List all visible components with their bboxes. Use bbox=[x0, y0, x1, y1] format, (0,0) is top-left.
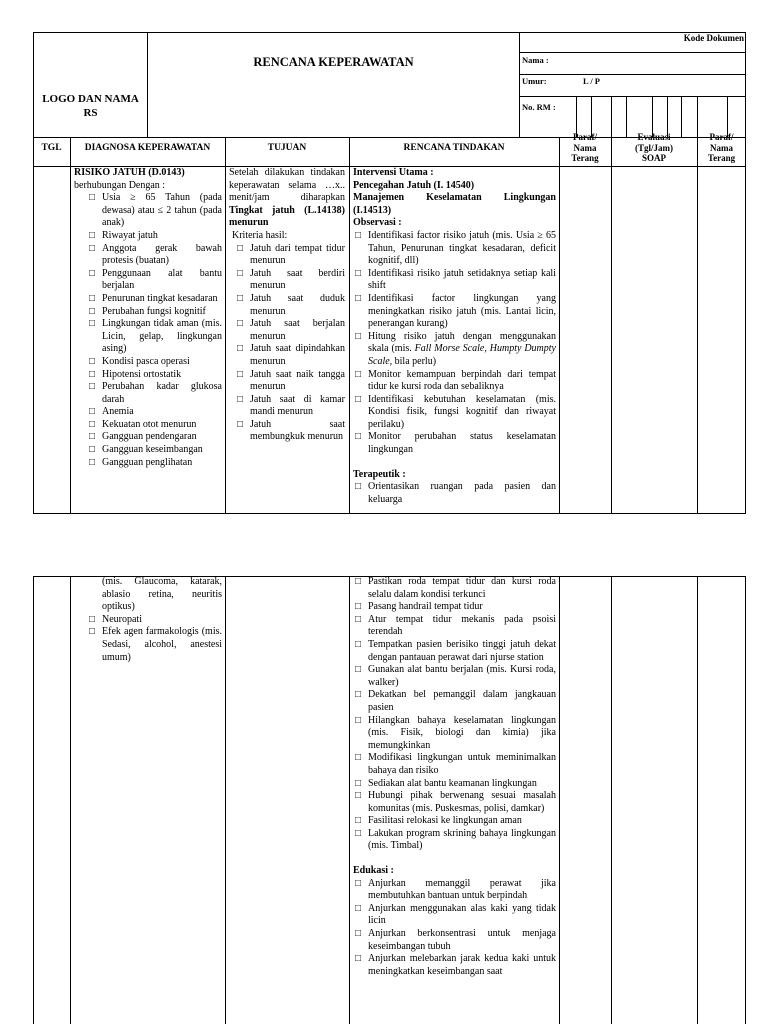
list-item bbox=[353, 928, 556, 953]
list-item-text: Lakukan program skrining bahaya lingkungan (mis. Timbal) bbox=[368, 827, 556, 852]
list-item-text: Anggota gerak bawah protesis (buatan) bbox=[102, 242, 222, 267]
header-line: SOAP bbox=[641, 153, 666, 163]
list-item bbox=[87, 306, 222, 319]
kode-dokumen-label: Kode Dokumen bbox=[683, 33, 744, 43]
header-line: Paraf/ bbox=[709, 132, 734, 142]
checkbox-icon[interactable]: □ bbox=[355, 902, 362, 914]
list-item-text: Anjurkan melebarkan jarak kedua kaki untuk meningkatkan keseimbangan saat bbox=[368, 953, 556, 977]
logo-text-line2: RS bbox=[83, 107, 98, 119]
col-divider bbox=[70, 137, 71, 514]
header-line: Terang bbox=[707, 153, 736, 163]
gender-label: L / P bbox=[583, 76, 601, 86]
scale-names: Fall Morse Scale, Humpty Dumpty Scale, bbox=[368, 343, 556, 367]
list-item bbox=[353, 828, 556, 853]
list-item-text: Monitor perubahan status keselamatan lingkungan bbox=[368, 431, 556, 456]
list-item bbox=[87, 406, 222, 419]
list-item bbox=[235, 369, 345, 394]
checkbox-icon[interactable]: □ bbox=[355, 928, 362, 940]
checkbox-icon[interactable]: □ bbox=[237, 292, 244, 304]
list-item bbox=[87, 356, 222, 369]
checkbox-icon[interactable]: □ bbox=[89, 242, 96, 254]
list-item bbox=[353, 639, 556, 664]
list-item-text: Gangguan pendengaran bbox=[102, 431, 197, 443]
checkbox-icon[interactable]: □ bbox=[355, 877, 362, 889]
list-item-text: Hitung risiko jatuh dengan menggunakan skala (mis. bbox=[368, 330, 556, 355]
divider bbox=[519, 96, 746, 97]
divider bbox=[519, 74, 746, 75]
no-rm-label: No. RM : bbox=[522, 102, 556, 112]
list-item bbox=[235, 293, 345, 318]
checkbox-icon[interactable]: □ bbox=[237, 368, 244, 380]
list-item-text: Hubungi pihak berwenang sesuai masalah komunitas (mis. Puskesmas, polisi, damkar) bbox=[368, 790, 556, 814]
list-item-text: Tempatkan pasien berisiko tinggi jatuh dekat dengan pantauan perawat dari njurse station bbox=[368, 638, 556, 663]
checkbox-icon[interactable]: □ bbox=[89, 192, 96, 204]
list-item-text: Usia ≥ 65 Tahun (pada dewasa) atau ≤ 2 tahun (pada anak) bbox=[102, 192, 222, 229]
checkbox-icon[interactable]: □ bbox=[89, 381, 96, 393]
list-item bbox=[353, 715, 556, 753]
checkbox-icon[interactable]: □ bbox=[355, 638, 362, 650]
rm-box-divider bbox=[576, 96, 577, 137]
checkbox-icon[interactable]: □ bbox=[89, 229, 96, 241]
list-item-text: Anjurkan menggunakan alas kaki yang tidak licin bbox=[368, 902, 556, 927]
checkbox-icon[interactable]: □ bbox=[355, 576, 362, 587]
list-item-text: Anjurkan memanggil perawat jika membutuhkan bantuan untuk berpindah bbox=[368, 877, 556, 902]
list-item bbox=[353, 664, 556, 689]
list-item bbox=[353, 790, 556, 815]
list-item bbox=[87, 614, 222, 627]
checkbox-icon[interactable]: □ bbox=[355, 267, 362, 279]
list-item bbox=[353, 752, 556, 777]
list-item bbox=[235, 394, 345, 419]
col-divider bbox=[611, 576, 612, 1024]
header-line: Evaluasi bbox=[637, 132, 671, 142]
col-header-tgl: TGL bbox=[41, 143, 62, 153]
checkbox-icon[interactable]: □ bbox=[355, 790, 362, 802]
rm-box-divider bbox=[591, 96, 592, 137]
checkbox-icon[interactable]: □ bbox=[355, 431, 362, 443]
list-item bbox=[87, 626, 222, 664]
rm-box-divider bbox=[626, 96, 627, 137]
list-item-text: Gunakan alat bantu berjalan (mis. Kursi roda, walker) bbox=[368, 664, 556, 688]
header-line: Paraf/ bbox=[573, 132, 597, 142]
nama-label: Nama : bbox=[522, 55, 549, 65]
list-item bbox=[235, 268, 345, 293]
list-item-text: Monitor kemampuan berpindah dari tempat tidur ke kursi roda dan sebaliknya bbox=[368, 368, 556, 393]
checkbox-icon[interactable]: □ bbox=[89, 431, 96, 443]
list-item bbox=[87, 268, 222, 293]
logo-placeholder bbox=[34, 92, 147, 120]
col-header-tujuan: TUJUAN bbox=[267, 143, 307, 153]
list-item bbox=[353, 778, 556, 791]
spacer bbox=[353, 457, 556, 469]
checkbox-icon[interactable]: □ bbox=[237, 343, 244, 355]
list-item-text: Neuropati bbox=[102, 613, 142, 625]
observasi-label: Observasi : bbox=[353, 217, 402, 229]
list-item-text: Identifikasi kebutuhan keselamatan (mis. Kondisi fisik, fungsi kognitif dan riwayat perilaku) bbox=[368, 393, 556, 430]
col-divider bbox=[349, 576, 350, 1024]
list-item bbox=[87, 318, 222, 356]
checkbox-icon[interactable]: □ bbox=[237, 267, 244, 279]
list-item-text: Jatuh saat berjalan menurun bbox=[250, 318, 345, 342]
col-header-paraf-1 bbox=[559, 132, 611, 164]
checkbox-icon[interactable]: □ bbox=[237, 393, 244, 405]
col-header-diagnosa: DIAGNOSA KEPERAWATAN bbox=[84, 143, 211, 153]
tindakan-cell-p2 bbox=[353, 576, 556, 1024]
list-item bbox=[353, 268, 556, 293]
list-item bbox=[353, 431, 556, 456]
checkbox-icon[interactable]: □ bbox=[355, 815, 362, 827]
list-item-text: Jatuh saat di kamar mandi menurun bbox=[250, 393, 345, 418]
table-right-border-p2 bbox=[745, 576, 746, 1024]
list-item-text: Efek agen farmakologis (mis. Sedasi, alcohol, anestesi umum) bbox=[102, 626, 222, 663]
list-item-text: Jatuh saat naik tangga menurun bbox=[250, 368, 345, 393]
list-item-text: Identifikasi factor lingkungan yang meningkatkan risiko jatuh (mis. Lantai licin, penerangan kurang) bbox=[368, 292, 556, 330]
list-item-text: Jatuh saat membungkuk menurun bbox=[250, 418, 345, 443]
edukasi-label: Edukasi : bbox=[353, 865, 394, 877]
list-item bbox=[353, 481, 556, 506]
list-item bbox=[87, 419, 222, 432]
diagnosa-cell-p1 bbox=[74, 167, 222, 513]
kriteria-list bbox=[229, 243, 345, 445]
checkbox-icon[interactable]: □ bbox=[355, 689, 362, 701]
list-item bbox=[353, 230, 556, 268]
list-item-text: Kekuatan otot menurun bbox=[102, 418, 197, 430]
rm-box-divider bbox=[697, 96, 698, 137]
checkbox-icon[interactable]: □ bbox=[355, 664, 362, 676]
list-item bbox=[353, 815, 556, 828]
col-header-tindakan: RENCANA TINDAKAN bbox=[403, 143, 505, 153]
list-item bbox=[87, 369, 222, 382]
rm-box-divider bbox=[667, 96, 668, 137]
col-divider bbox=[697, 137, 698, 514]
col-header-paraf-2 bbox=[697, 132, 746, 164]
diagnosa-continued: (mis. Glaucoma, katarak, ablasio retina, neuritis optikus) bbox=[102, 576, 222, 613]
list-item bbox=[353, 614, 556, 639]
checkbox-icon[interactable]: □ bbox=[355, 777, 362, 789]
col-divider bbox=[225, 137, 226, 514]
list-item-text: Modifikasi lingkungan untuk meminimalkan bahaya dan risiko bbox=[368, 752, 556, 776]
checkbox-icon[interactable]: □ bbox=[89, 613, 96, 625]
list-item bbox=[87, 431, 222, 444]
list-item-text: Jatuh saat duduk menurun bbox=[250, 292, 345, 317]
list-item-text: Jatuh saat dipindahkan menurun bbox=[250, 343, 345, 367]
list-item bbox=[353, 878, 556, 903]
col-header-evaluasi bbox=[611, 132, 697, 164]
list-item bbox=[353, 903, 556, 928]
checkbox-icon[interactable]: □ bbox=[355, 714, 362, 726]
manajemen-keselamatan: Manajemen Keselamatan Lingkungan (I.14513) bbox=[353, 192, 556, 216]
checkbox-icon[interactable]: □ bbox=[355, 368, 362, 380]
list-item-text: Anemia bbox=[102, 406, 134, 418]
list-item bbox=[353, 953, 556, 978]
checkbox-icon[interactable]: □ bbox=[237, 318, 244, 330]
header-line: (Tgl/Jam) bbox=[635, 142, 673, 153]
diagnosa-list-p1 bbox=[74, 192, 222, 469]
tujuan-intro bbox=[229, 167, 345, 230]
list-item-text: Perubahan kadar glukosa darah bbox=[102, 381, 222, 405]
list-item-text: Kondisi pasca operasi bbox=[102, 355, 190, 367]
list-item-text: Pasang handrail tempat tidur bbox=[368, 601, 483, 613]
list-item-text: Hipotensi ortostatik bbox=[102, 368, 182, 380]
pencegahan-jatuh: Pencegahan Jatuh (I. 14540) bbox=[353, 179, 475, 191]
list-item bbox=[353, 601, 556, 614]
checkbox-icon[interactable]: □ bbox=[237, 418, 244, 430]
form-title: RENCANA KEPERAWATAN bbox=[253, 55, 414, 69]
checkbox-icon[interactable]: □ bbox=[355, 481, 362, 493]
list-item-text: Penurunan tingkat kesadaran bbox=[102, 292, 218, 304]
col-divider bbox=[349, 137, 350, 514]
list-item bbox=[353, 293, 556, 331]
header-line: Terang bbox=[571, 153, 599, 163]
checkbox-icon[interactable]: □ bbox=[89, 626, 96, 638]
terapeutik-list-p1 bbox=[353, 481, 556, 506]
checkbox-icon[interactable]: □ bbox=[89, 456, 96, 468]
divider bbox=[519, 32, 520, 137]
rm-box-divider bbox=[681, 96, 682, 137]
rm-box-divider bbox=[727, 96, 728, 137]
checkbox-icon[interactable]: □ bbox=[89, 418, 96, 430]
rm-box-divider bbox=[611, 96, 612, 137]
checkbox-icon[interactable]: □ bbox=[89, 318, 96, 330]
logo-text-line1: LOGO DAN NAMA bbox=[42, 93, 139, 105]
diagnosa-list-p2 bbox=[74, 614, 222, 664]
list-item bbox=[87, 243, 222, 268]
list-item bbox=[353, 576, 556, 601]
list-item-text: Identifikasi risiko jatuh setidaknya setiap kali shift bbox=[368, 267, 556, 292]
list-item-text: Orientasikan ruangan pada pasien dan keluarga bbox=[368, 481, 556, 505]
intervensi-utama-label: Intervensi Utama : bbox=[353, 167, 434, 178]
list-item bbox=[235, 419, 345, 444]
terapeutik-label: Terapeutik : bbox=[353, 468, 406, 480]
checkbox-icon[interactable]: □ bbox=[89, 406, 96, 418]
list-item-text: Penggunaan alat bantu berjalan bbox=[102, 267, 222, 292]
col-divider bbox=[559, 137, 560, 514]
list-item-text: Perubahan fungsi kognitif bbox=[102, 305, 206, 317]
terapeutik-list-p2 bbox=[353, 576, 556, 853]
list-item bbox=[87, 230, 222, 243]
header-line: Nama bbox=[573, 142, 597, 153]
checkbox-icon[interactable]: □ bbox=[355, 827, 362, 839]
umur-label: Umur: bbox=[522, 76, 547, 86]
col-divider bbox=[225, 576, 226, 1024]
checkbox-icon[interactable]: □ bbox=[355, 601, 362, 613]
edukasi-list bbox=[353, 878, 556, 979]
list-item-text: Identifikasi factor risiko jatuh (mis. Usia ≥ 65 Tahun, Penurunan tingkat kesadaran, deficit kognitif, dll) bbox=[368, 229, 556, 267]
col-divider bbox=[70, 576, 71, 1024]
divider bbox=[147, 32, 148, 137]
tujuan-intro-text: Setelah dilakukan tindakan keperawatan selama …x.. menit/jam diharapkan bbox=[229, 167, 345, 204]
table-left-border-p2 bbox=[33, 576, 34, 1024]
col-divider bbox=[611, 137, 612, 514]
list-item bbox=[235, 318, 345, 343]
checkbox-icon[interactable]: □ bbox=[89, 444, 96, 456]
col-divider bbox=[559, 576, 560, 1024]
list-item-text: Riwayat jatuh bbox=[102, 229, 158, 241]
checkbox-icon[interactable]: □ bbox=[355, 393, 362, 405]
list-item bbox=[235, 343, 345, 368]
list-item bbox=[353, 689, 556, 714]
checkbox-icon[interactable]: □ bbox=[89, 292, 96, 304]
list-item-text: Anjurkan berkonsentrasi untuk menjaga keseimbangan tubuh bbox=[368, 928, 556, 952]
list-item-text: Pastikan roda tempat tidur dan kursi roda selalu dalam kondisi terkunci bbox=[368, 576, 556, 600]
list-item bbox=[87, 444, 222, 457]
diagnosa-subtitle: berhubungan Dengan : bbox=[74, 179, 166, 191]
checkbox-icon[interactable]: □ bbox=[89, 305, 96, 317]
kriteria-label: Kriteria hasil: bbox=[232, 229, 288, 241]
checkbox-icon[interactable]: □ bbox=[355, 330, 362, 342]
list-item-text: Atur tempat tidur mekanis pada psoisi terendah bbox=[368, 613, 556, 638]
checkbox-icon[interactable]: □ bbox=[89, 267, 96, 279]
col-divider bbox=[697, 576, 698, 1024]
list-item-text: Lingkungan tidak aman (mis. Licin, gelap, lingkungan asing) bbox=[102, 318, 222, 355]
diagnosa-cell-p2 bbox=[74, 576, 222, 664]
checkbox-icon[interactable]: □ bbox=[355, 613, 362, 625]
list-item-text: Jatuh dari tempat tidur menurun bbox=[250, 242, 345, 267]
checkbox-icon[interactable]: □ bbox=[355, 953, 362, 965]
list-item bbox=[87, 192, 222, 230]
checkbox-icon[interactable]: □ bbox=[355, 292, 362, 304]
checkbox-icon[interactable]: □ bbox=[89, 368, 96, 380]
divider bbox=[519, 52, 746, 53]
list-item bbox=[87, 457, 222, 470]
list-item-text: bila perlu) bbox=[392, 355, 437, 367]
checkbox-icon[interactable]: □ bbox=[355, 752, 362, 764]
list-item bbox=[87, 381, 222, 406]
tindakan-cell-p1 bbox=[353, 167, 556, 513]
checkbox-icon[interactable]: □ bbox=[237, 242, 244, 254]
spacer bbox=[353, 853, 556, 865]
observasi-list bbox=[353, 230, 556, 457]
rm-box-divider bbox=[652, 96, 653, 137]
checkbox-icon[interactable]: □ bbox=[355, 229, 362, 241]
list-item-text: Dekatkan bel pemanggil dalam jangkauan pasien bbox=[368, 689, 556, 713]
list-item-text: Gangguan keseimbangan bbox=[102, 444, 203, 456]
list-item bbox=[235, 243, 345, 268]
tujuan-outcome: Tingkat jatuh (L.14138) menurun bbox=[229, 204, 345, 229]
tujuan-cell bbox=[229, 167, 345, 444]
list-item bbox=[353, 331, 556, 369]
list-item-text: Sediakan alat bantu keamanan lingkungan bbox=[368, 777, 537, 789]
diagnosa-title: RISIKO JATUH (D.0143) bbox=[74, 167, 185, 178]
list-item bbox=[353, 394, 556, 432]
list-item-text: Hilangkan bahaya keselamatan lingkungan (mis. Fisik, biologi dan kimia) jika memungkinkan bbox=[368, 714, 556, 751]
list-item-text: Jatuh saat berdiri menurun bbox=[250, 267, 345, 292]
list-item-text: Gangguan penglihatan bbox=[102, 456, 193, 468]
checkbox-icon[interactable]: □ bbox=[89, 355, 96, 367]
list-item-text: Fasilitasi relokasi ke lingkungan aman bbox=[368, 815, 522, 827]
header-line: Nama bbox=[710, 142, 733, 153]
list-item bbox=[353, 369, 556, 394]
list-item bbox=[87, 293, 222, 306]
